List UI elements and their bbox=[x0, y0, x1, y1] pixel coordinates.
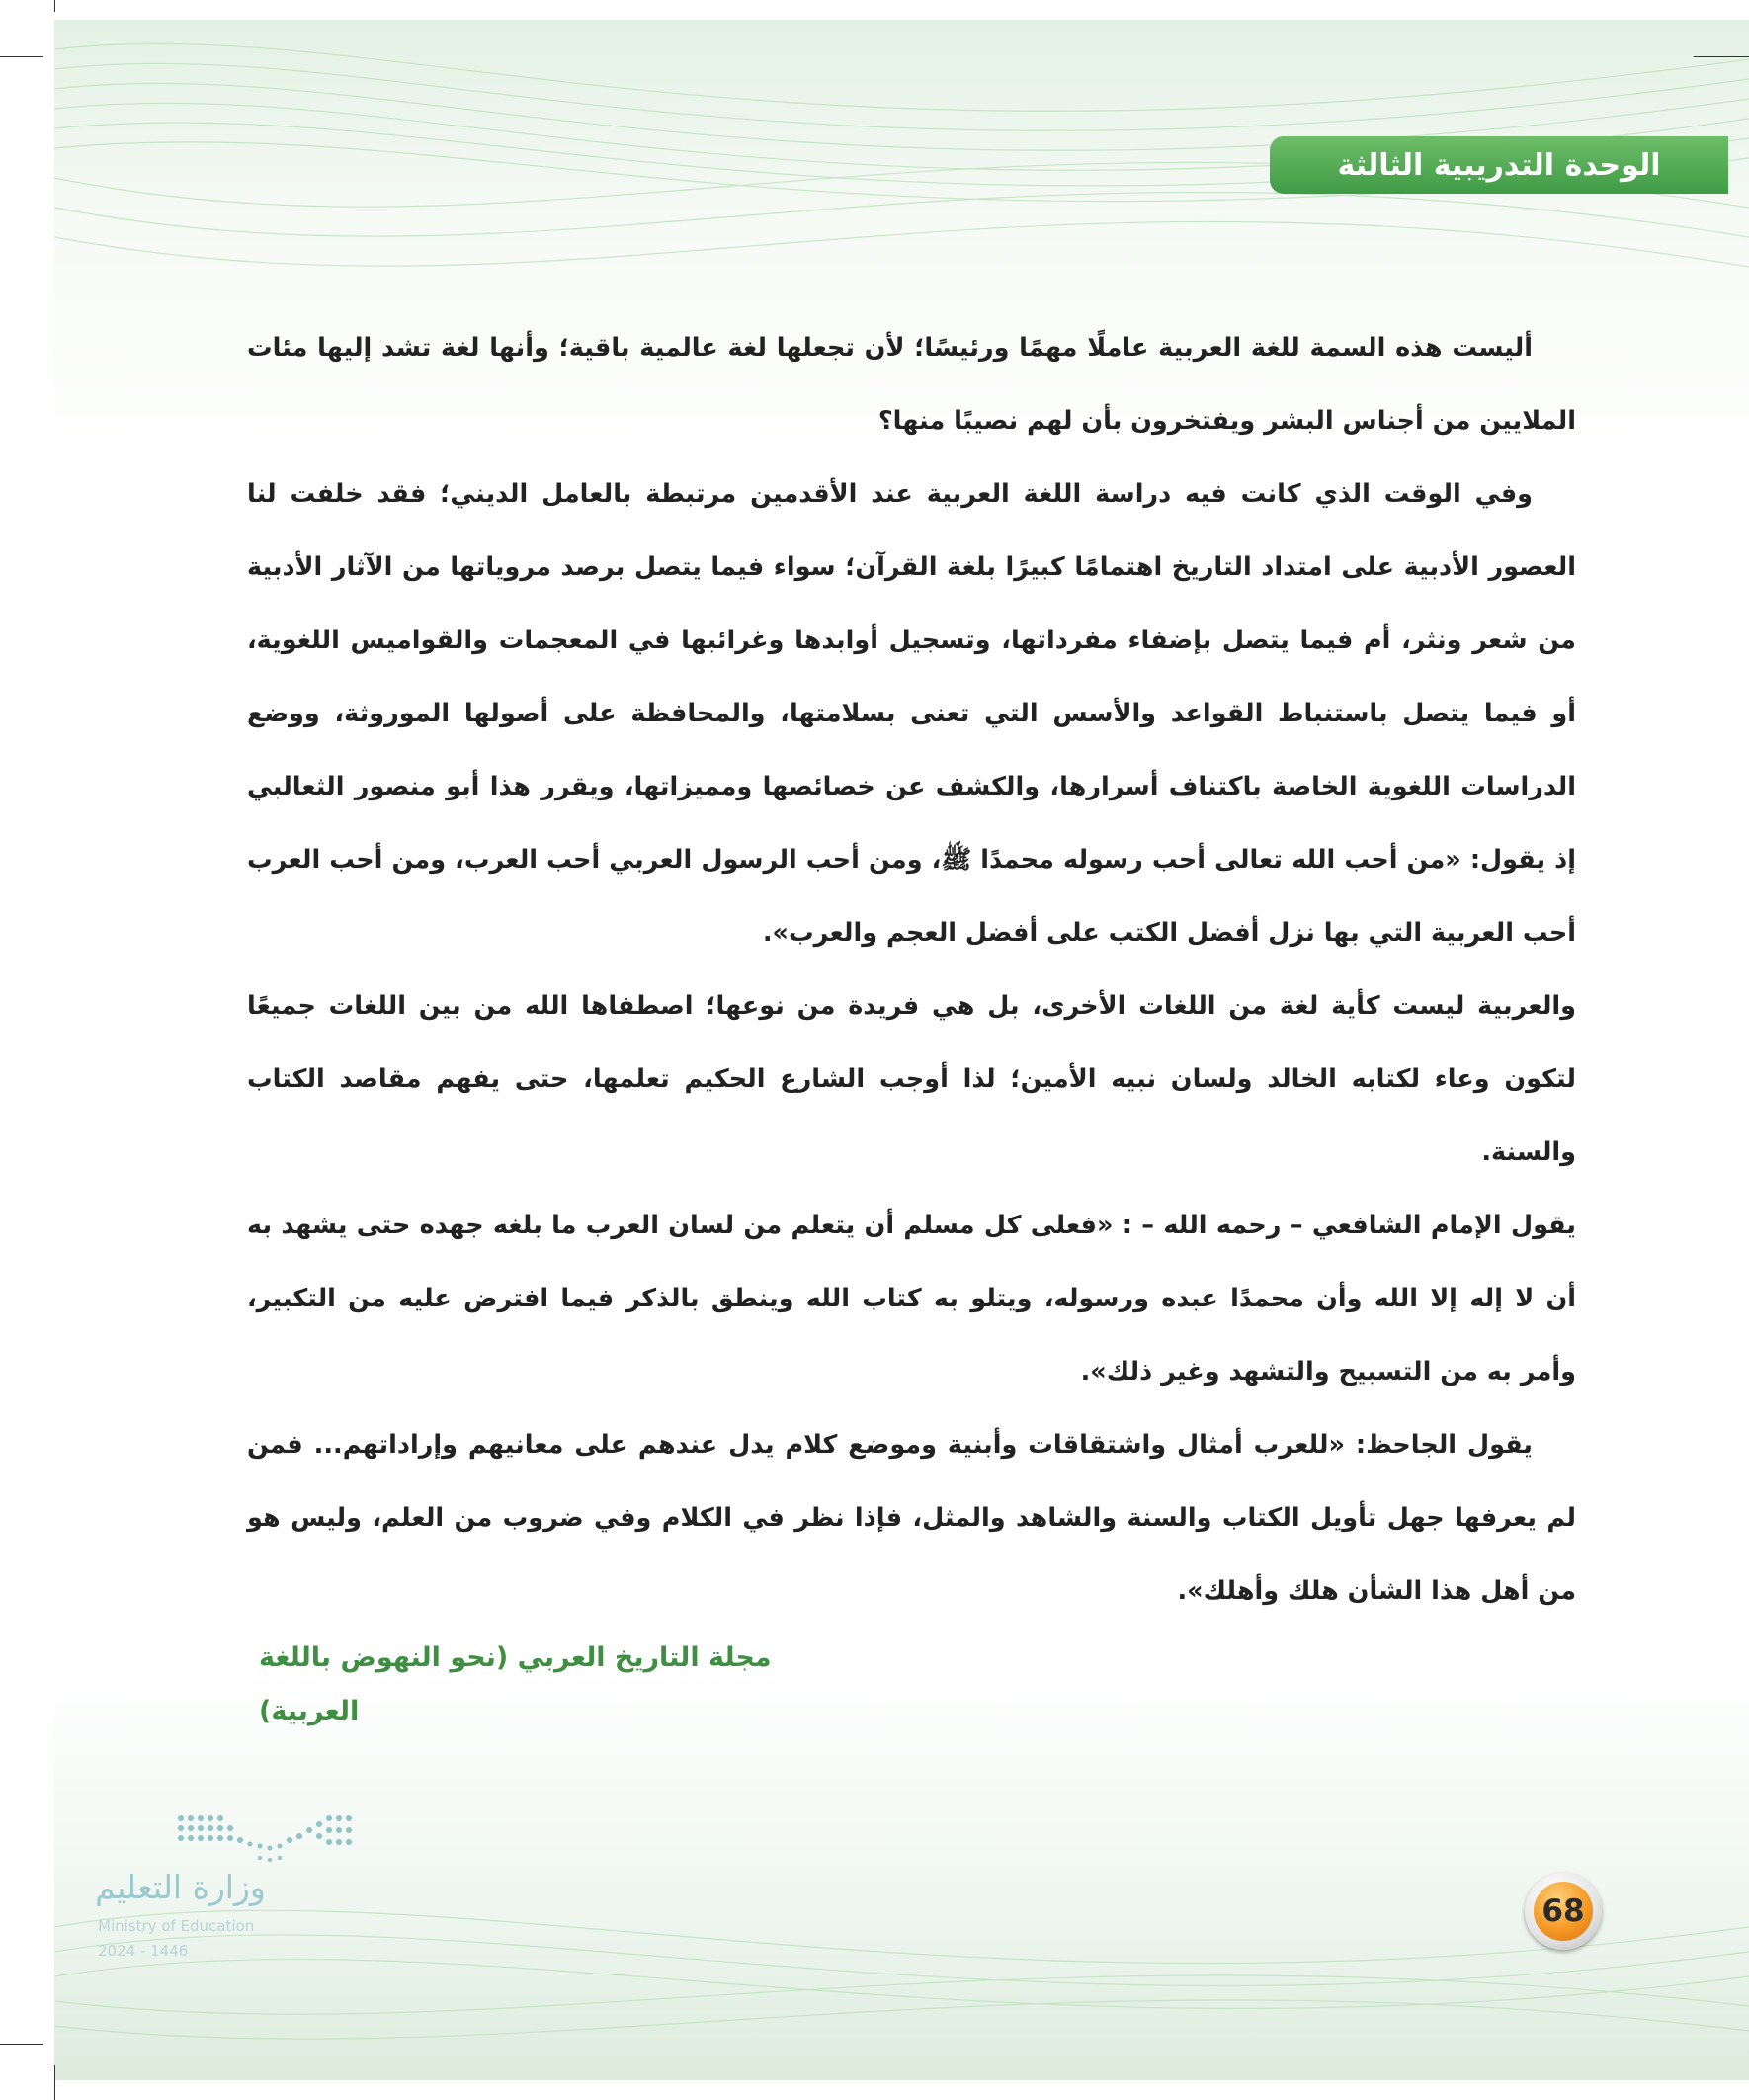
article-body bbox=[247, 311, 1576, 1628]
paragraph bbox=[247, 1189, 1576, 1408]
ministry-name-english: Ministry of Education bbox=[98, 1917, 255, 1935]
ministry-year: 2024 - 1446 bbox=[98, 1942, 189, 1960]
crop-mark bbox=[54, 2065, 55, 2100]
source-citation: مجلة التاريخ العربي (نحو النهوض باللغة العربية) bbox=[259, 1642, 772, 1726]
text-line: والعربية ليست كأية لغة من اللغات الأخرى، بل هي فريدة من نوعها؛ اصطفاها الله من بين اللغات جميعًا لتكون bbox=[247, 991, 1576, 1094]
quote-line: هذا الشأن هلك وأهلك». bbox=[1177, 1576, 1472, 1606]
page-number-inner bbox=[1534, 1882, 1593, 1941]
crop-mark bbox=[0, 56, 43, 57]
text-line: وفي الوقت الذي كانت فيه دراسة اللغة العربية عند الأقدمين مرتبطة بالعامل الديني؛ فقد خلفت لنا العصور bbox=[247, 479, 1576, 582]
text-line: أليست هذه السمة للغة العربية عاملًا مهمًا ورئيسًا؛ لأن تجعلها لغة عالمية باقية؛ وأنها لغة تشد إليها مئات bbox=[247, 333, 1533, 363]
quote-line: «من أحب الله تعالى أحب رسوله محمدًا ﷺ، ومن أحب الرسول العربي أحب العرب، ومن أحب العرب أحب bbox=[247, 845, 1576, 948]
quote-line: يقول الإمام الشافعي – رحمه الله – : «فعلى كل مسلم أن يتعلم من لسان العرب ما بلغه جهده حتى يشهد به أن لا إله bbox=[247, 1211, 1576, 1313]
text-line: وعاء لكتابه الخالد ولسان نبيه الأمين؛ لذا أوجب الشارع الحكيم تعلمها، حتى يفهم مقاصد الكتاب والسنة. bbox=[247, 1064, 1576, 1167]
ministry-name-arabic: وزارة التعليم bbox=[95, 1868, 266, 1906]
crop-mark bbox=[54, 0, 55, 12]
quote-line: يعرفها جهل تأويل الكتاب والسنة والشاهد والمثل، فإذا نظر في الكلام وفي ضروب من العلم، وليس هو من أهل bbox=[247, 1503, 1576, 1606]
text-line: الملايين من أجناس البشر ويفتخرون بأن لهم نصيبًا منها؟ bbox=[877, 406, 1576, 436]
paragraph bbox=[247, 1408, 1576, 1628]
quote-line: إلا الله وأن محمدًا عبده ورسوله، ويتلو به كتاب الله وينطق بالذكر فيما افترض عليه من التكبير، وأمر به من bbox=[247, 1284, 1576, 1386]
text-line: شعر ونثر، أم فيما يتصل بإضفاء مفرداتها، وتسجيل أوابدها وغرائبها في المعجمات والقواميس اللغوية، أو فيما bbox=[247, 626, 1576, 728]
text-line: يتصل باستنباط القواعد والأسس التي تعنى بسلامتها، والمحافظة على أصولها الموروثة، ووضع الدراسات bbox=[247, 699, 1576, 801]
paragraph bbox=[247, 458, 1576, 969]
paragraph bbox=[247, 969, 1576, 1189]
unit-title: الوحدة التدريبية الثالثة bbox=[1337, 147, 1661, 183]
unit-title-tab bbox=[1270, 136, 1728, 194]
quote-line: العربية التي بها نزل أفضل الكتب على أفضل العجم والعرب». bbox=[762, 918, 1514, 948]
crop-mark bbox=[0, 2044, 43, 2045]
quote-line: يقول الجاحظ: «للعرب أمثال واشتقاقات وأبنية وموضع كلام يدل عندهم على معانيهم وإراداتهم... فمن لم bbox=[247, 1430, 1576, 1533]
crop-mark bbox=[1694, 56, 1749, 57]
paragraph bbox=[247, 311, 1576, 458]
moe-dots-logo-icon bbox=[173, 1808, 356, 1868]
quote-line: التسبيح والتشهد وغير ذلك». bbox=[1080, 1357, 1432, 1386]
text-line: اللغوية الخاصة باكتناف أسرارها، والكشف عن خصائصها ومميزاتها، ويقرر هذا أبو منصور الثعالبي إذ يقول: bbox=[247, 772, 1576, 875]
page-number: 68 bbox=[1541, 1893, 1585, 1929]
page-number-badge bbox=[1525, 1873, 1602, 1950]
ministry-logo bbox=[94, 1808, 361, 1996]
text-line: الأدبية على امتداد التاريخ اهتمامًا كبيرًا بلغة القرآن؛ سواء فيما يتصل برصد مروياتها من الآثار الأدبية من bbox=[247, 552, 1576, 655]
